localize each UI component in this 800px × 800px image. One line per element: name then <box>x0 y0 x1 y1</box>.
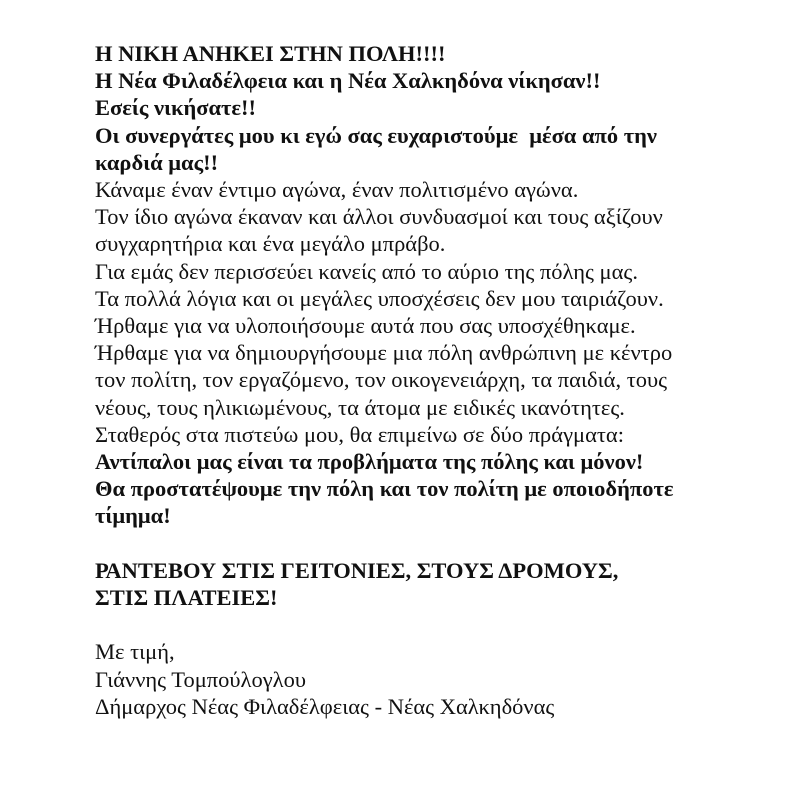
text-line: Ήρθαμε για να υλοποιήσουμε αυτά που σας υποσχέθηκαμε. <box>95 313 636 339</box>
text-line: Τον ίδιο αγώνα έκαναν και άλλοι συνδυασμοί και τους αξίζουν <box>95 204 663 230</box>
text-line: Για εμάς δεν περισσεύει κανείς από το αύριο της πόλης μας. <box>95 258 638 284</box>
text-line: ΡΑΝΤΕΒΟΥ ΣΤΙΣ ΓΕΙΤΟΝΙΕΣ, ΣΤΟΥΣ ΔΡΟΜΟΥΣ, <box>95 557 619 583</box>
text-line: Τα πολλά λόγια και οι μεγάλες υποσχέσεις δεν μου ταιριάζουν. <box>95 285 664 311</box>
text-line: Αντίπαλοι μας είναι τα προβλήματα της πόλης και μόνον! <box>95 449 644 475</box>
text-line: Σταθερός στα πιστεύω μου, θα επιμείνω σε δύο πράγματα: <box>95 421 624 447</box>
text-line <box>95 611 710 638</box>
text-line: καρδιά μας!! <box>95 149 219 175</box>
text-line <box>95 530 710 557</box>
text-line: Οι συνεργάτες μου κι εγώ σας ευχαριστούμε μέσα από την <box>95 122 657 148</box>
text-line: Με τιμή, <box>95 639 175 665</box>
text-line: Γιάννης Τομπούλογλου <box>95 666 306 692</box>
text-line: Θα προστατέψουμε την πόλη και τον πολίτη με οποιοδήποτε <box>95 476 674 502</box>
text-line: Η Νέα Φιλαδέλφεια και η Νέα Χαλκηδόνα νίκησαν!! <box>95 68 601 94</box>
text-line: τίμημα! <box>95 503 171 529</box>
text-line: Ήρθαμε για να δημιουργήσουμε μια πόλη ανθρώπινη με κέντρο <box>95 340 673 366</box>
text-line: ΣΤΙΣ ΠΛΑΤΕΙΕΣ! <box>95 585 278 611</box>
text-line: Κάναμε έναν έντιμο αγώνα, έναν πολιτισμένο αγώνα. <box>95 177 579 203</box>
letter-body <box>95 40 710 720</box>
text-line: νέους, τους ηλικιωμένους, τα άτομα με ειδικές ικανότητες. <box>95 394 625 420</box>
text-line: συγχαρητήρια και ένα μεγάλο μπράβο. <box>95 231 446 257</box>
text-line: Η ΝΙΚΗ ΑΝΗΚΕΙ ΣΤΗΝ ΠΟΛΗ!!!! <box>95 41 446 66</box>
text-line: Δήμαρχος Νέας Φιλαδέλφειας - Νέας Χαλκηδόνας <box>95 693 555 719</box>
text-line: Εσείς νικήσατε!! <box>95 95 257 121</box>
text-line: τον πολίτη, τον εργαζόμενο, τον οικογενειάρχη, τα παιδιά, τους <box>95 367 668 393</box>
